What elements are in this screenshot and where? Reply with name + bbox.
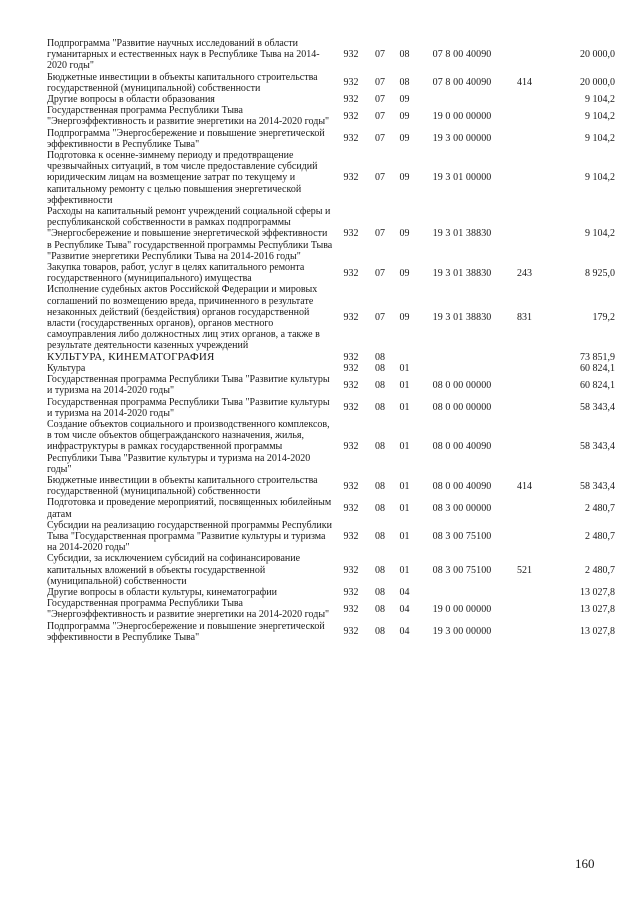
row-expense-type-code bbox=[506, 150, 543, 206]
row-expense-type-code bbox=[506, 38, 543, 72]
table-row bbox=[47, 374, 615, 396]
row-section-code: 08 bbox=[375, 441, 385, 453]
table-row bbox=[47, 587, 615, 598]
row-name: Государственная программа Республики Тыва "Развитие культуры и туризма на 2014-2020 годы" bbox=[47, 396, 330, 419]
row-amount: 9 104,2 bbox=[585, 228, 615, 240]
row-target-article-code: 08 0 00 40090 bbox=[432, 441, 492, 453]
row-section-code: 08 bbox=[375, 480, 385, 492]
row-section-code: 07 bbox=[375, 228, 385, 240]
row-subsection-code: 04 bbox=[399, 626, 410, 638]
page-number: 160 bbox=[575, 856, 595, 871]
row-org-code: 932 bbox=[343, 530, 359, 542]
row-org-code: 932 bbox=[343, 502, 359, 514]
row-expense-type-code bbox=[506, 94, 543, 105]
row-expense-type-code: 414 bbox=[517, 77, 532, 89]
row-section-code: 07 bbox=[375, 172, 385, 184]
row-name: Расходы на капитальный ремонт учреждений социальной сферы и республиканской собственности в рамках подпрограммы "Энергосбережение и повышение энергетической эффективности в Республике Тыва" государственной программы Республики Тыва "Развитие энергетики Республики Тыва на 2014-2016 годы" bbox=[47, 206, 333, 262]
row-target-article-code: 19 3 01 38830 bbox=[432, 267, 492, 279]
row-name: Подпрограмма "Энергосбережение и повышение энергетической эффективности в Республике Тыва" bbox=[47, 620, 325, 643]
row-name: Государственная программа Республики Тыва "Энергоэффективность и развитие энергетики на 2014-2020 годы" bbox=[47, 105, 330, 128]
row-section-code: 08 bbox=[375, 379, 385, 391]
row-target-article-code: 19 3 00 00000 bbox=[432, 626, 492, 638]
row-subsection-code: 09 bbox=[399, 172, 410, 184]
row-name: Бюджетные инвестиции в объекты капитального строительства государственной (муниципальной) собственности bbox=[47, 474, 318, 498]
row-org-code: 932 bbox=[343, 441, 359, 453]
row-section-code: 07 bbox=[375, 110, 385, 122]
row-name: Другие вопросы в области образования bbox=[47, 94, 215, 106]
table-row bbox=[47, 363, 615, 374]
row-section-code: 08 bbox=[375, 530, 385, 542]
row-amount: 58 343,4 bbox=[580, 402, 615, 414]
row-section-code: 08 bbox=[375, 626, 385, 638]
row-org-code: 932 bbox=[343, 94, 359, 106]
row-expense-type-code bbox=[506, 397, 543, 419]
row-org-code: 932 bbox=[343, 362, 359, 374]
row-subsection-code: 01 bbox=[399, 379, 410, 391]
row-amount: 9 104,2 bbox=[585, 110, 615, 122]
row-subsection-code: 01 bbox=[399, 502, 410, 514]
row-subsection-code: 09 bbox=[399, 267, 410, 279]
row-subsection-code: 04 bbox=[399, 603, 410, 615]
row-org-code: 932 bbox=[343, 603, 359, 615]
table-row bbox=[47, 475, 615, 497]
row-expense-type-code bbox=[506, 128, 543, 150]
row-section-code: 08 bbox=[375, 362, 385, 374]
row-target-article-code: 19 3 01 38830 bbox=[432, 312, 492, 324]
row-amount: 9 104,2 bbox=[585, 172, 615, 184]
table-row bbox=[47, 150, 615, 206]
row-expense-type-code bbox=[506, 105, 543, 127]
row-org-code: 932 bbox=[343, 626, 359, 638]
budget-table-body bbox=[47, 38, 615, 643]
row-amount: 58 343,4 bbox=[580, 441, 615, 453]
row-section-code: 07 bbox=[375, 49, 385, 61]
row-name: Субсидии, за исключением субсидий на софинансирование капитальных вложений в объекты государственной (муниципальной) собственности bbox=[47, 553, 301, 587]
row-section-code: 07 bbox=[375, 94, 385, 106]
row-subsection-code: 09 bbox=[399, 228, 410, 240]
row-name: Закупка товаров, работ, услуг в целях капитального ремонта государственного (муниципального) имущества bbox=[47, 262, 305, 285]
row-target-article-code bbox=[418, 587, 506, 598]
row-amount: 60 824,1 bbox=[580, 379, 615, 391]
table-row bbox=[47, 553, 615, 587]
row-target-article-code: 07 8 00 40090 bbox=[432, 77, 492, 89]
row-section-code: 08 bbox=[375, 502, 385, 514]
row-target-article-code: 07 8 00 40090 bbox=[432, 49, 492, 61]
row-subsection-code: 01 bbox=[399, 441, 410, 453]
row-section-code: 07 bbox=[375, 77, 385, 89]
row-org-code: 932 bbox=[343, 228, 359, 240]
table-row bbox=[47, 284, 615, 351]
row-subsection-code: 09 bbox=[399, 312, 410, 324]
row-org-code: 932 bbox=[343, 133, 359, 145]
row-amount: 60 824,1 bbox=[580, 362, 615, 374]
table-row bbox=[47, 94, 615, 105]
row-target-article-code: 19 0 00 00000 bbox=[432, 603, 492, 615]
row-expense-type-code bbox=[506, 352, 543, 363]
row-amount: 13 027,8 bbox=[580, 586, 615, 598]
table-row bbox=[47, 497, 615, 519]
row-amount: 13 027,8 bbox=[580, 603, 615, 615]
row-subsection-code bbox=[391, 352, 418, 363]
row-subsection-code: 08 bbox=[399, 77, 410, 89]
table-row bbox=[47, 105, 615, 127]
table-row bbox=[47, 38, 615, 72]
row-target-article-code: 19 0 00 00000 bbox=[432, 110, 492, 122]
row-target-article-code bbox=[418, 94, 506, 105]
row-target-article-code: 08 0 00 00000 bbox=[432, 402, 492, 414]
row-section-code: 08 bbox=[375, 586, 385, 598]
table-row bbox=[47, 262, 615, 284]
row-subsection-code: 09 bbox=[399, 110, 410, 122]
row-name: Бюджетные инвестиции в объекты капитального строительства государственной (муниципальной) собственности bbox=[47, 71, 318, 94]
row-subsection-code: 04 bbox=[399, 586, 410, 598]
table-row bbox=[47, 621, 615, 643]
table-row bbox=[47, 419, 615, 475]
row-expense-type-code bbox=[506, 497, 543, 519]
row-amount: 13 027,8 bbox=[580, 626, 615, 638]
row-org-code: 932 bbox=[343, 564, 359, 576]
row-org-code: 932 bbox=[343, 312, 359, 324]
table-row bbox=[47, 598, 615, 620]
row-section-code: 08 bbox=[375, 402, 385, 414]
row-name: Другие вопросы в области культуры, кинематографии bbox=[47, 586, 277, 598]
row-expense-type-code: 243 bbox=[517, 267, 532, 279]
row-name: Подготовка и проведение мероприятий, посвященных юбилейным датам bbox=[47, 497, 332, 520]
row-target-article-code: 08 3 00 00000 bbox=[432, 502, 492, 514]
row-subsection-code: 01 bbox=[399, 362, 410, 374]
row-section-code: 08 bbox=[375, 564, 385, 576]
row-amount: 9 104,2 bbox=[585, 94, 615, 106]
row-expense-type-code bbox=[506, 598, 543, 620]
row-target-article-code bbox=[418, 352, 506, 363]
row-expense-type-code bbox=[506, 520, 543, 554]
row-section-code: 07 bbox=[375, 312, 385, 324]
row-subsection-code: 09 bbox=[399, 133, 410, 145]
row-name: Подпрограмма "Энергосбережение и повышение энергетической эффективности в Республике Тыва" bbox=[47, 127, 325, 150]
row-org-code: 932 bbox=[343, 172, 359, 184]
row-name: Государственная программа Республики Тыва "Развитие культуры и туризма на 2014-2020 годы" bbox=[47, 374, 330, 397]
row-subsection-code: 01 bbox=[399, 530, 410, 542]
table-row bbox=[47, 206, 615, 262]
table-row bbox=[47, 352, 615, 363]
row-name: Создание объектов социального и производственного комплексов, в том числе объектов общегражданского назначения, жилья, инфраструктуры в рамках государственной программы Республики Тыва "Развитие культуры и туризма на 2014-2020 годы" bbox=[47, 418, 330, 475]
row-name: КУЛЬТУРА, КИНЕМАТОГРАФИЯ bbox=[47, 350, 215, 363]
row-section-code: 08 bbox=[375, 603, 385, 615]
row-org-code: 932 bbox=[343, 480, 359, 492]
row-expense-type-code bbox=[506, 206, 543, 262]
row-amount: 2 480,7 bbox=[585, 502, 615, 514]
row-name: Субсидии на реализацию государственной программы Республики Тыва "Государственная программа "Развитие культуры и туризма на 2014-2020 годы" bbox=[47, 519, 332, 554]
table-row bbox=[47, 128, 615, 150]
row-expense-type-code bbox=[506, 587, 543, 598]
row-section-code: 07 bbox=[375, 267, 385, 279]
row-amount: 8 925,0 bbox=[585, 267, 615, 279]
row-amount: 179,2 bbox=[592, 312, 615, 324]
row-target-article-code: 19 3 00 00000 bbox=[432, 133, 492, 145]
table-row bbox=[47, 397, 615, 419]
row-org-code: 932 bbox=[343, 586, 359, 598]
row-name: Культура bbox=[47, 362, 86, 374]
row-subsection-code: 09 bbox=[399, 94, 410, 106]
row-amount: 2 480,7 bbox=[585, 564, 615, 576]
row-expense-type-code bbox=[506, 374, 543, 396]
row-expense-type-code: 831 bbox=[517, 312, 532, 324]
row-org-code: 932 bbox=[343, 379, 359, 391]
row-name: Подпрограмма "Развитие научных исследований в области гуманитарных и естественных наук в Республике Тыва на 2014-2020 годы" bbox=[47, 38, 320, 72]
row-amount: 20 000,0 bbox=[580, 49, 615, 61]
row-section-code: 08 bbox=[375, 351, 385, 363]
row-subsection-code: 08 bbox=[399, 49, 410, 61]
row-amount: 58 343,4 bbox=[580, 480, 615, 492]
row-expense-type-code bbox=[506, 621, 543, 643]
row-target-article-code: 08 0 00 00000 bbox=[432, 379, 492, 391]
table-row bbox=[47, 520, 615, 554]
budget-table bbox=[47, 38, 615, 643]
table-row bbox=[47, 72, 615, 94]
row-org-code: 932 bbox=[343, 402, 359, 414]
row-org-code: 932 bbox=[343, 351, 359, 363]
row-subsection-code: 01 bbox=[399, 402, 410, 414]
row-expense-type-code: 414 bbox=[517, 480, 532, 492]
row-section-code: 07 bbox=[375, 133, 385, 145]
row-target-article-code bbox=[418, 363, 506, 374]
row-target-article-code: 08 3 00 75100 bbox=[432, 564, 492, 576]
row-subsection-code: 01 bbox=[399, 480, 410, 492]
row-amount: 9 104,2 bbox=[585, 133, 615, 145]
row-expense-type-code: 521 bbox=[517, 564, 532, 576]
row-org-code: 932 bbox=[343, 267, 359, 279]
row-name: Исполнение судебных актов Российской Федерации и мировых соглашений по возмещению вреда, причиненного в результате незаконных действий (бездействия) органов государственной власти (государственных органов), органов местного самоуправления либо должностных лиц этих органов, а также в результате деятельности казенных учреждений bbox=[47, 284, 320, 352]
row-name: Подготовка к осенне-зимнему периоду и предотвращение чрезвычайных ситуаций, в том числе предоставление субсидий юридическим лицам на возмещение затрат по текущему и капитальному ремонту с целью повышения энергетической эффективности bbox=[47, 150, 318, 206]
row-target-article-code: 08 0 00 40090 bbox=[432, 480, 492, 492]
row-org-code: 932 bbox=[343, 77, 359, 89]
row-target-article-code: 08 3 00 75100 bbox=[432, 530, 492, 542]
row-expense-type-code bbox=[506, 419, 543, 475]
row-org-code: 932 bbox=[343, 49, 359, 61]
row-expense-type-code bbox=[506, 363, 543, 374]
row-amount: 20 000,0 bbox=[580, 77, 615, 89]
row-target-article-code: 19 3 01 38830 bbox=[432, 228, 492, 240]
row-name: Государственная программа Республики Тыва "Энергоэффективность и развитие энергетики на 2014-2020 годы" bbox=[47, 598, 330, 621]
row-subsection-code: 01 bbox=[399, 564, 410, 576]
row-amount: 2 480,7 bbox=[585, 530, 615, 542]
row-amount: 73 851,9 bbox=[580, 351, 615, 363]
row-org-code: 932 bbox=[343, 110, 359, 122]
row-target-article-code: 19 3 01 00000 bbox=[432, 172, 492, 184]
